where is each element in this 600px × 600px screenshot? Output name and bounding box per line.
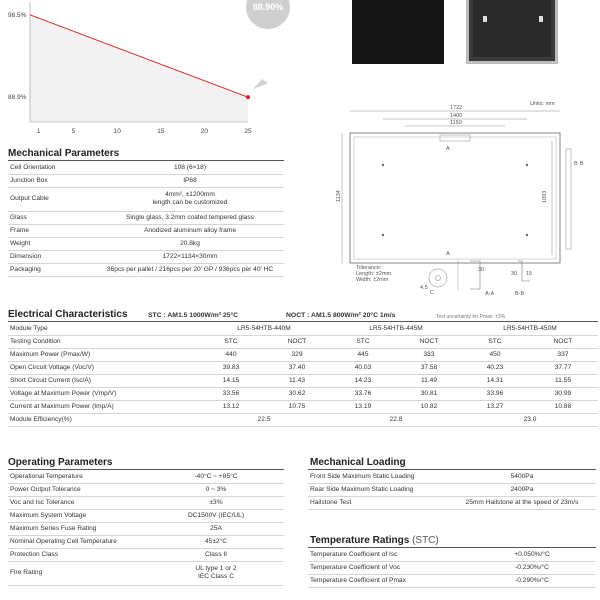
mark-a-1: A <box>446 146 450 152</box>
cell-a: STC <box>198 335 264 348</box>
row-value: -40°C ~ +85°C <box>148 470 284 483</box>
table-row <box>8 483 284 496</box>
cell-m3: 23.0 <box>462 413 598 426</box>
table-row <box>8 263 284 276</box>
cell-d: NOCT <box>396 335 462 348</box>
table-row <box>8 187 284 211</box>
cell-f: 337 <box>528 348 598 361</box>
table-row <box>308 548 596 561</box>
cell-f: 37.77 <box>528 361 598 374</box>
x-tick-label: 1 <box>36 128 41 135</box>
tolerance-title: Tolerance: <box>356 265 382 271</box>
operating-table <box>8 470 284 586</box>
cell-a: 13.12 <box>198 400 264 413</box>
row-label: Cell Orientation <box>8 161 96 174</box>
table-row <box>8 237 284 250</box>
detail-30: 30 <box>478 267 485 273</box>
row-value <box>96 187 284 211</box>
electrical-table <box>8 322 598 427</box>
table-row <box>8 322 598 335</box>
row-label: Nominal Operating Cell Temperature <box>8 535 148 548</box>
row-value: 25A <box>148 522 284 535</box>
table-row <box>8 561 284 585</box>
y-tick-label: 88.9% <box>8 94 27 102</box>
row-value: Single glass, 3.2mm coated tempered glass <box>96 211 284 224</box>
cell-b: 329 <box>264 348 330 361</box>
degradation-chart <box>0 0 300 140</box>
row-label: Maximum System Voltage <box>8 509 148 522</box>
row-label: Power Output Tolerance <box>8 483 148 496</box>
row-value: DC1500V (IEC/UL) <box>148 509 284 522</box>
cell-e: 14.31 <box>462 374 528 387</box>
table-row <box>8 522 284 535</box>
table-row <box>8 400 598 413</box>
cell-e: 13.27 <box>462 400 528 413</box>
cell-a: 14.15 <box>198 374 264 387</box>
row-value: 5400Pa <box>448 470 596 483</box>
dim-width-1400: 1400 <box>450 113 463 119</box>
panel-front-image <box>352 0 444 64</box>
row-value: Anodized aluminum alloy frame <box>96 224 284 237</box>
table-row <box>8 335 598 348</box>
loading-title: Mechanical Loading <box>310 457 406 468</box>
series-end-point <box>246 95 250 99</box>
chart-area-fill <box>30 15 248 122</box>
temperature-title <box>310 535 439 546</box>
cell-c: 40.03 <box>330 361 396 374</box>
section-b-b: B-B <box>515 291 525 297</box>
x-tick-label: 15 <box>157 128 165 135</box>
table-row <box>308 574 596 587</box>
row-label: Voc and Isc Tolerance <box>8 496 148 509</box>
cell-m3: LR5-54HTB-450M <box>462 322 598 335</box>
row-label: Temperature Coefficient of Isc <box>308 548 468 561</box>
cell-d: 333 <box>396 348 462 361</box>
cell-k: Short Circuit Current (Isc/A) <box>8 374 198 387</box>
row-value: 108 (6×18) <box>96 161 284 174</box>
table-row <box>8 161 284 174</box>
table-row <box>308 470 596 483</box>
dim-height-1134: 1134 <box>336 190 342 202</box>
table-row <box>8 535 284 548</box>
noct-condition: NOCT : AM1.5 800W/m² 20°C 1m/s <box>286 312 396 319</box>
cell-c: 445 <box>330 348 396 361</box>
row-label: Dimension <box>8 250 96 263</box>
cell-e: 33.96 <box>462 387 528 400</box>
cell-f: 11.55 <box>528 374 598 387</box>
cell-a: 440 <box>198 348 264 361</box>
row-value-line2: length can be customized <box>152 199 228 206</box>
cell-e: 450 <box>462 348 528 361</box>
row-label: Temperature Coefficient of Pmax <box>308 574 468 587</box>
table-row <box>8 224 284 237</box>
cell-c: 14.23 <box>330 374 396 387</box>
table-row <box>308 483 596 496</box>
cell-f: 30.99 <box>528 387 598 400</box>
x-tick-label: 5 <box>71 128 76 135</box>
row-value: IP68 <box>96 174 284 187</box>
mark-b-1: B <box>574 161 578 167</box>
dim-inner-1093: 1093 <box>542 190 548 203</box>
table-row <box>8 470 284 483</box>
row-value: -0.230%/°C <box>468 561 596 574</box>
row-label: Rear Side Maximum Static Loading <box>308 483 448 496</box>
cell-b: NOCT <box>264 335 330 348</box>
row-value-line2: IEC Class C <box>198 573 234 580</box>
row-value: 0 ~ 3% <box>148 483 284 496</box>
row-label: Glass <box>8 211 96 224</box>
row-value-line1: UL type 1 or 2 <box>195 564 237 572</box>
x-tick-label: 20 <box>200 128 209 135</box>
table-row <box>8 174 284 187</box>
operating-title: Operating Parameters <box>8 457 113 468</box>
x-tick-label: 25 <box>244 128 252 135</box>
table-row <box>8 509 284 522</box>
detail-15: 15 <box>526 271 533 277</box>
row-label: Output Cable <box>8 187 96 211</box>
tolerance-width: Width: ±2mm <box>356 277 389 283</box>
row-label: Temperature Coefficient of Voc <box>308 561 468 574</box>
row-label: Frame <box>8 224 96 237</box>
temperature-title-text: Temperature Ratings <box>310 535 410 546</box>
table-row <box>8 496 284 509</box>
cell-k: Voltage at Maximum Power (Vmp/V) <box>8 387 198 400</box>
row-label: Operational Temperature <box>8 470 148 483</box>
cell-b: 11.43 <box>264 374 330 387</box>
dim-width-1722: 1722 <box>450 105 463 111</box>
mechanical-table <box>8 161 284 277</box>
mark-a-2: A <box>446 251 450 257</box>
row-label: Hailstone Test <box>308 496 448 509</box>
row-label: Weight <box>8 237 96 250</box>
row-value: 2400Pa <box>448 483 596 496</box>
row-value: 20.8kg <box>96 237 284 250</box>
cell-a: 39.83 <box>198 361 264 374</box>
row-value: 36pcs per pallet / 216pcs per 20' GP / 936pcs per 40' HC <box>96 263 284 276</box>
electrical-header <box>8 309 598 321</box>
section-a-a: A-A <box>485 291 495 297</box>
cell-m1: 22.5 <box>198 413 330 426</box>
cell-d: 10.82 <box>396 400 462 413</box>
table-row <box>8 548 284 561</box>
row-value: Class II <box>148 548 284 561</box>
detail-4-5: 4.5 <box>420 285 428 291</box>
cell-a: 33.56 <box>198 387 264 400</box>
row-value-line1: 4mm², ±1200mm <box>165 190 215 198</box>
table-row <box>8 250 284 263</box>
row-value: 25mm Hailstone at the speed of 23m/s <box>448 496 596 509</box>
cell-k: Current at Maximum Power (Imp/A) <box>8 400 198 413</box>
cell-m1: LR5-54HTB-440M <box>198 322 330 335</box>
test-uncertainty-note: Test uncertainty for Pmax: ±3% <box>436 314 506 320</box>
cell-d: 11.49 <box>396 374 462 387</box>
row-value <box>148 561 284 585</box>
cell-k: Maximum Power (Pmax/W) <box>8 348 198 361</box>
cell-e: STC <box>462 335 528 348</box>
y-tick-label: 98.5% <box>8 11 27 19</box>
callout-pointer <box>253 79 268 89</box>
detail-30-b: 30 <box>511 271 518 277</box>
row-label: Packaging <box>8 263 96 276</box>
cell-d: 37.58 <box>396 361 462 374</box>
cell-b: 37.40 <box>264 361 330 374</box>
cell-c: 13.19 <box>330 400 396 413</box>
table-row <box>8 387 598 400</box>
table-row <box>8 413 598 426</box>
tolerance-length: Length: ±2mm <box>356 271 392 277</box>
cell-k: Open Circuit Voltage (Voc/V) <box>8 361 198 374</box>
mark-b-2: B <box>580 161 584 167</box>
dimension-drawing <box>330 95 600 300</box>
table-row <box>308 496 596 509</box>
cell-c: 33.76 <box>330 387 396 400</box>
mechanical-title: Mechanical Parameters <box>8 148 120 159</box>
row-label: Front Side Maximum Static Loading <box>308 470 448 483</box>
row-label: Junction Box <box>8 174 96 187</box>
cell-k: Module Type <box>8 322 198 335</box>
row-label: Maximum Series Fuse Rating <box>8 522 148 535</box>
cell-k: Module Efficiency(%) <box>8 413 198 426</box>
table-row <box>308 561 596 574</box>
row-label: Fire Rating <box>8 561 148 585</box>
loading-table <box>308 470 596 510</box>
row-value: +0.050%/°C <box>468 548 596 561</box>
cell-f: 10.88 <box>528 400 598 413</box>
panel-back-image <box>466 0 558 64</box>
electrical-title: Electrical Characteristics <box>8 309 128 320</box>
table-row <box>8 374 598 387</box>
cell-f: NOCT <box>528 335 598 348</box>
row-value: -0.290%/°C <box>468 574 596 587</box>
cell-m2: 22.8 <box>330 413 462 426</box>
cell-k: Testing Condition <box>8 335 198 348</box>
cell-m2: LR5-54HTB-445M <box>330 322 462 335</box>
units-label: Units: mm <box>530 101 555 107</box>
temperature-table <box>308 548 596 588</box>
table-row <box>8 211 284 224</box>
cell-c: STC <box>330 335 396 348</box>
row-value: 45±2°C <box>148 535 284 548</box>
cell-b: 10.75 <box>264 400 330 413</box>
dim-width-1150: 1150 <box>450 120 462 126</box>
x-tick-label: 10 <box>113 128 121 135</box>
cell-e: 40.23 <box>462 361 528 374</box>
cell-d: 30.81 <box>396 387 462 400</box>
temperature-title-suffix: (STC) <box>409 535 439 546</box>
row-value: 1722×1134×30mm <box>96 250 284 263</box>
row-value: ±3% <box>148 496 284 509</box>
stc-condition: STC : AM1.5 1000W/m² 25°C <box>148 312 239 319</box>
cell-b: 30.62 <box>264 387 330 400</box>
callout-value: 88.90% <box>252 2 284 12</box>
row-label: Protection Class <box>8 548 148 561</box>
table-row <box>8 348 598 361</box>
detail-c: C <box>430 290 434 296</box>
table-row <box>8 361 598 374</box>
